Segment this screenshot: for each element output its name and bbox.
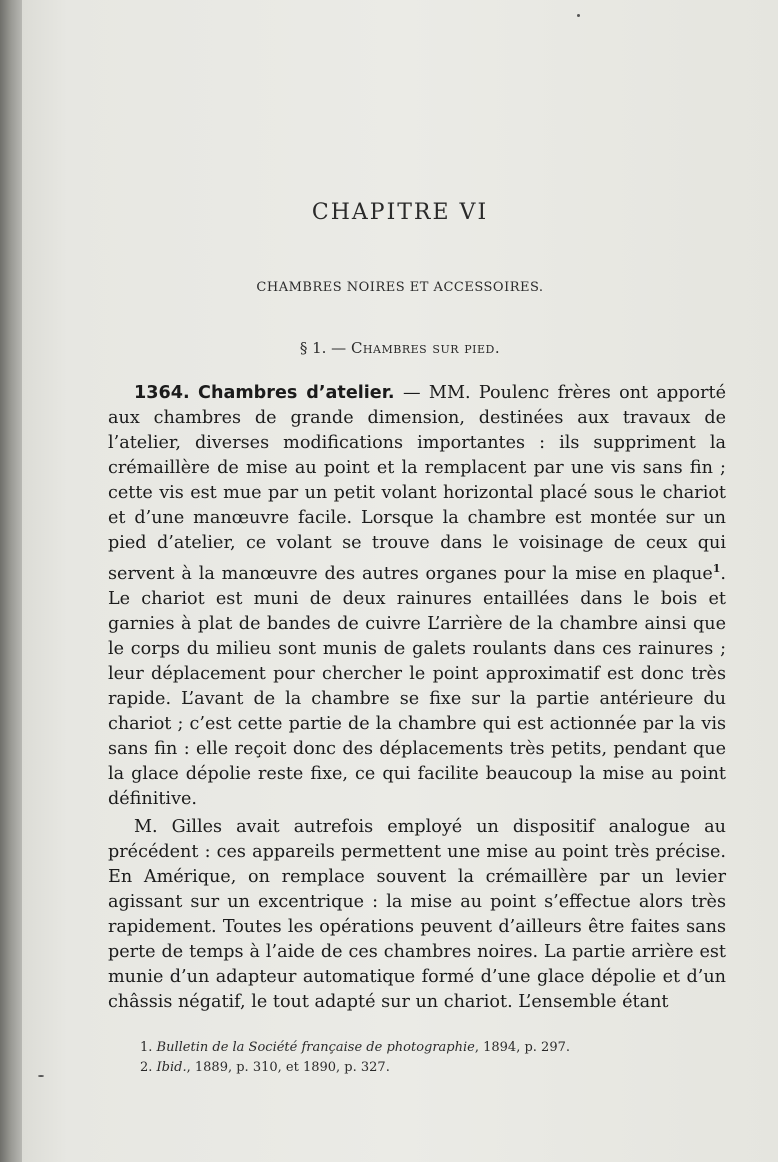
body-text	[108, 381, 726, 1015]
footnote-source: Bulletin de la Société française de photographie	[156, 1040, 475, 1055]
paper-speck	[577, 14, 580, 17]
paragraph-text: — MM. Poulenc frères ont apporté aux chambres de grande dimension, destinées aux travaux de l’atelier, diverses modifications importantes : ils suppriment la crémaillère de mise au point et la remplacent par une vis sans fin ; cette vis est mue par un petit volant horizontal placé sous le chariot et d’une manœuvre facile. Lorsque la chambre est montée sur un pied d’atelier, ce volant se trouve dans le voisinage de ceux qui servent à la manœuvre des autres organes pour la mise en plaque	[108, 383, 726, 584]
paragraph-number: 1364.	[134, 383, 190, 403]
paragraph-gilles: M. Gilles avait autrefois employé un dispositif analogue au précédent : ces appareils permettent une mise au point très précise. En Amérique, on remplace souvent la crémaillère par un levier agissant sur un excentrique : la mise au point s’effectue alors très rapidement. Toutes les opérations peuvent d’ailleurs être faites sans perte de temps à l’aide de ces chambres noires. La partie arrière est munie d’un adapteur automatique formé d’une glace dépolie et d’un châssis négatif, le tout adapté sur un chariot. L’ensemble étant	[108, 816, 726, 1012]
paragraph-1364	[108, 381, 726, 812]
footnote-citation: , 1894, p. 297.	[474, 1040, 571, 1055]
footnote-source: Ibid.	[156, 1060, 187, 1075]
book-page	[22, 0, 778, 1162]
footnote-2	[140, 1058, 740, 1078]
section-title: Chambres sur pied.	[350, 339, 501, 357]
footnote-marker: 1.	[140, 1040, 157, 1055]
chapter-subtitle: CHAMBRES NOIRES ET ACCESSOIRES.	[256, 280, 544, 295]
chapter-title: CHAPITRE VI	[311, 200, 489, 225]
footnote-reference: 1	[712, 562, 721, 575]
footnote-citation: , 1889, p. 310, et 1890, p. 327.	[186, 1060, 390, 1075]
footnote-marker: 2.	[140, 1060, 157, 1075]
paragraph-title: Chambres d’atelier.	[198, 383, 395, 403]
paper-speck	[38, 1075, 44, 1077]
section-heading	[22, 339, 778, 357]
paragraph-text: . Le chariot est muni de deux rainures entaillées dans le bois et garnies à plat de bandes de cuivre L’arrière de la chambre ainsi que le corps du milieu sont munis de galets roulants dans ces rainures ; leur déplacement pour chercher le point approximatif est donc très rapide. L’avant de la chambre se fixe sur la partie antérieure du chariot ; c’est cette partie de la chambre qui est actionnée par la vis sans fin : elle reçoit donc des déplacements très petits, pendant que la glace dépolie reste fixe, ce qui facilite beaucoup la mise au point définitive.	[108, 563, 726, 809]
section-prefix: § 1. —	[299, 339, 351, 357]
footnote-1	[140, 1038, 740, 1058]
footnotes	[140, 1038, 740, 1078]
